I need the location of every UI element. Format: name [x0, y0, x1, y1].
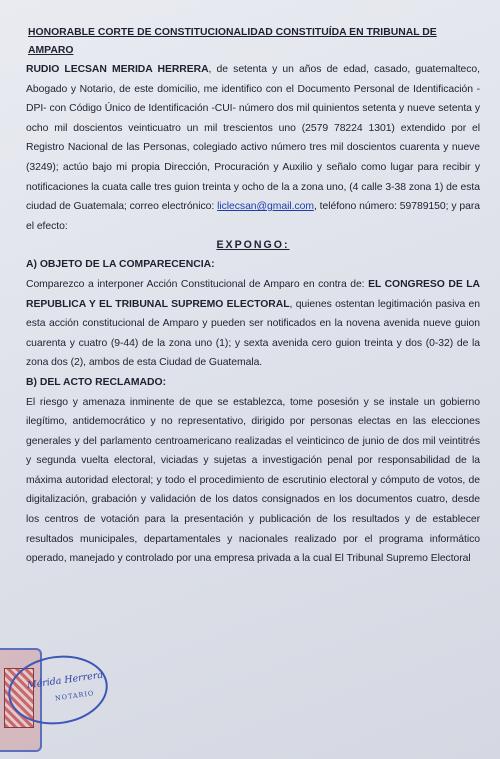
intro-text-end: , teléfono número: 59789150; y para el efecto: [26, 201, 480, 232]
seal-role: NOTARIO [54, 689, 95, 703]
intro-text: , de setenta y un años de edad, casado, guatemalteco, Abogado y Notario, de este domicilio, me identifico con el Documento Personal de Identificación -DPI- con Código Único de Identificación -CUI- número dos mil quinientos setenta y nueve setenta y ocho mil doscientos veinticuatro un mil trescientos uno (2579 78224 1301) extendido por el Registro Nacional de las Personas, colegiado activo número tres mil doscientos cuarenta y nueve (3249); actúo bajo mi propia Dirección, Procuración y Auxilio y señalo como lugar para recibir y notificaciones la cuata calle tres guion treinta y ocho de la a zona uno, (4 calle 3-38 zona 1) de esta ciudad de Guatemala; correo electrónico: [26, 64, 480, 213]
section-a-title: A) OBJETO DE LA COMPARECENCIA: [26, 259, 215, 271]
section-a-defendants: EL CONGRESO DE LA REPUBLICA Y EL TRIBUNAL SUPREMO ELECTORAL [26, 278, 480, 310]
exposition-title: EXPONGO: [216, 239, 290, 252]
section-a-text-start: Comparezco a interponer Acción Constitucional de Amparo en contra de: [26, 278, 369, 290]
seal-name: Mérida Herrera [26, 669, 104, 692]
section-a-paragraph [26, 275, 480, 373]
section-b-paragraph: El riesgo y amenaza inminente de que se establezca, tome posesión y se instale un gobierno ilegítimo, antidemocrático y no representativo, dirigido por personas electas en las elecciones generales y del parlamento centroamericano realizadas el veinticinco de junio de dos mil veintitrés y segunda vuelta electoral, viciadas y sujetas a investigación penal por responsabilidad de la máxima autoridad electoral; y todo el procedimiento de escrutinio electoral y cómputo de votos, de digitalización, grabación y validación de los datos consignados en los documentos cuatro, desde los centros de votación para la presentación y publicación de los resultados y de establecer resultados municipales, departamentales y nacionales realizado por el programa informático operado, manejado y controlado por una empresa privada a la cual El Tribunal Supremo Electoral [26, 396, 480, 565]
section-b-title: B) DEL ACTO RECLAMADO: [26, 376, 167, 388]
section-a-text-end: , quienes ostentan legitimación pasiva en esta acción constitucional de Amparo y pueden ser notificados en la novena avenida nueve guion cuarenta y cuatro (9-44) de la zona uno (1); y sexta avenida cero guion treinta y dos (0-32) de la zona dos (2), ambos de esta Ciudad de Guatemala. [26, 298, 480, 369]
email-link[interactable]: liclecsan@gmail.com [217, 201, 314, 213]
petitioner-name: RUDIO LECSAN MERIDA HERRERA [26, 64, 209, 75]
document-header: HONORABLE CORTE DE CONSTITUCIONALIDAD CONSTITUÍDA EN TRIBUNAL DE AMPARO [28, 27, 437, 56]
intro-paragraph [26, 60, 480, 236]
